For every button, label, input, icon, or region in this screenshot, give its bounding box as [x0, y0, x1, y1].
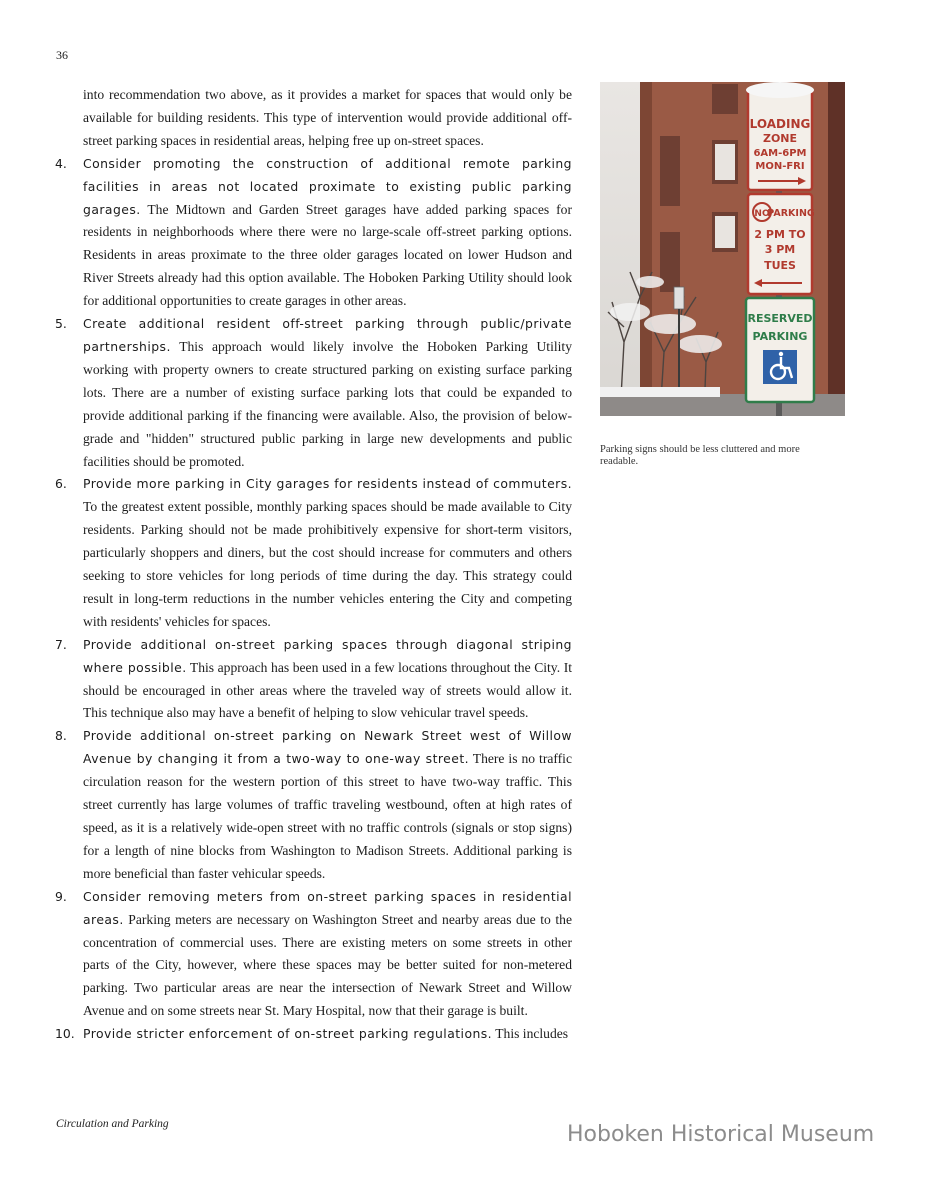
street-lamp	[674, 287, 684, 309]
item-lead: Provide additional on-street parking on Newark Street west of Willow Avenue by changing it from a two-way to one-way street.	[83, 728, 572, 767]
item-number: 5.	[55, 316, 67, 332]
no-parking-sign-line: PARKING	[767, 208, 815, 219]
item-number: 8.	[55, 728, 67, 744]
snow-bank	[600, 387, 720, 397]
item-text: There is no traffic circulation reason for the western portion of this street to have two-way traffic. This street currently has large volumes of traffic traveling westbound, often at high rates of speed, as it is a relatively wide-open street with no traffic controls (signals or stop signs) for a length of nine blocks from Washington to Madison Streets. Additional parking is more beneficial than faster vehicular speeds.	[83, 751, 572, 881]
list-item	[55, 634, 572, 726]
wheelchair-head-icon	[779, 352, 783, 356]
reserved-sign-line: RESERVED	[747, 312, 813, 325]
page-number: 36	[56, 48, 68, 62]
no-parking-sign	[748, 194, 815, 294]
museum-watermark: Hoboken Historical Museum	[567, 1122, 875, 1147]
item-number: 10.	[55, 1026, 75, 1042]
item-text: Parking meters are necessary on Washington Street and nearby areas due to the concentration of commercial uses. There are existing meters on some streets in other parts of the City, however, where these spaces may be better suited for non-metered parking. Two particular areas are near the intersection of Newark Street and Willow Avenue and on some streets near St. Mary Hospital, now that their garage is built.	[83, 911, 572, 1019]
list-item	[55, 886, 572, 1023]
reserved-sign-line: PARKING	[752, 330, 808, 343]
item-number: 6.	[55, 476, 67, 492]
list-item	[55, 1023, 572, 1046]
item-lead: Consider promoting the construction of additional remote parking facilities in areas not located proximate to existing public parking garages.	[83, 155, 572, 217]
item-text: This approach has been used in a few locations throughout the City. It should be encouraged in other areas where the traveled way of streets would allow it. This technique also may have a benefit of helping to slow vehicular travel speeds.	[83, 659, 572, 721]
loading-sign-line: 6AM-6PM	[753, 148, 807, 159]
continuation-paragraph: into recommendation two above, as it provides a market for spaces that would only be available for building residents. This type of intervention would provide additional off-street parking spaces in residential areas, helping free up on-street spaces.	[83, 87, 572, 148]
loading-sign-line: MON-FRI	[755, 161, 805, 172]
recommendations-text	[55, 84, 572, 1046]
item-text: This includes	[492, 1026, 569, 1042]
list-item	[55, 473, 572, 633]
recommendation-list	[55, 153, 572, 1046]
section-footer: Circulation and Parking	[56, 1118, 169, 1130]
building-right	[828, 82, 845, 416]
no-parking-sign-line: 2 PM TO	[754, 228, 806, 241]
no-parking-sign-line: 3 PM	[764, 243, 796, 256]
reserved-parking-sign	[746, 298, 814, 402]
loading-zone-sign	[746, 82, 814, 190]
item-text: This approach would likely involve the Hoboken Parking Utility working with property owners to create structured parking on existing surface parking lots. There are a number of existing surface parking lots that could be expanded to provide additional parking if the financing were available. Also, the provision of below-grade and "hidden" structured public parking in large new developments and public facilities should be promoted.	[83, 338, 572, 469]
item-number: 4.	[55, 155, 67, 171]
loading-sign-line: LOADING	[749, 117, 811, 131]
item-lead: Provide more parking in City garages for residents instead of commuters.	[83, 476, 572, 492]
item-text: To the greatest extent possible, monthly parking spaces should be made available to City residents. Parking should not be made prohibitively expensive for short-term visitors, particularly shoppers and diners, but the cost should increase for commuters and others seeking to store vehicles for long periods of time during the day. This strategy could result in long-term reductions in the number vehicles entering the City and competing with residents' vehicles for spaces.	[83, 499, 572, 629]
photo-caption: Parking signs should be less cluttered and more readable.	[600, 444, 800, 467]
loading-sign-line: ZONE	[762, 132, 798, 145]
no-parking-sign-line: NO	[754, 209, 770, 219]
list-item	[55, 313, 572, 473]
item-number: 9.	[55, 888, 67, 904]
item-lead: Provide stricter enforcement of on-street parking regulations.	[83, 1026, 493, 1042]
item-lead: Provide additional on-street parking spaces through diagonal striping where possible.	[83, 636, 572, 675]
list-item	[55, 153, 572, 313]
parking-signs-photo	[600, 82, 845, 416]
no-parking-sign-line: TUES	[764, 259, 796, 272]
item-number: 7.	[55, 636, 67, 652]
item-lead: Create additional resident off-street parking through public/private partnerships.	[83, 316, 572, 354]
building-edge	[640, 82, 652, 416]
street-scene-illustration	[600, 82, 845, 416]
list-item	[55, 725, 572, 885]
item-text: The Midtown and Garden Street garages have added parking spaces for residents in neighborhoods where there were no large-scale off-street parking options. Residents in areas proximate to the three older garages located on lower Hudson and River Streets already had this option available. The Hoboken Parking Utility should look for additional opportunities to create garages in other areas.	[83, 201, 572, 309]
item-lead: Consider removing meters from on-street parking spaces in residential areas.	[83, 888, 572, 927]
